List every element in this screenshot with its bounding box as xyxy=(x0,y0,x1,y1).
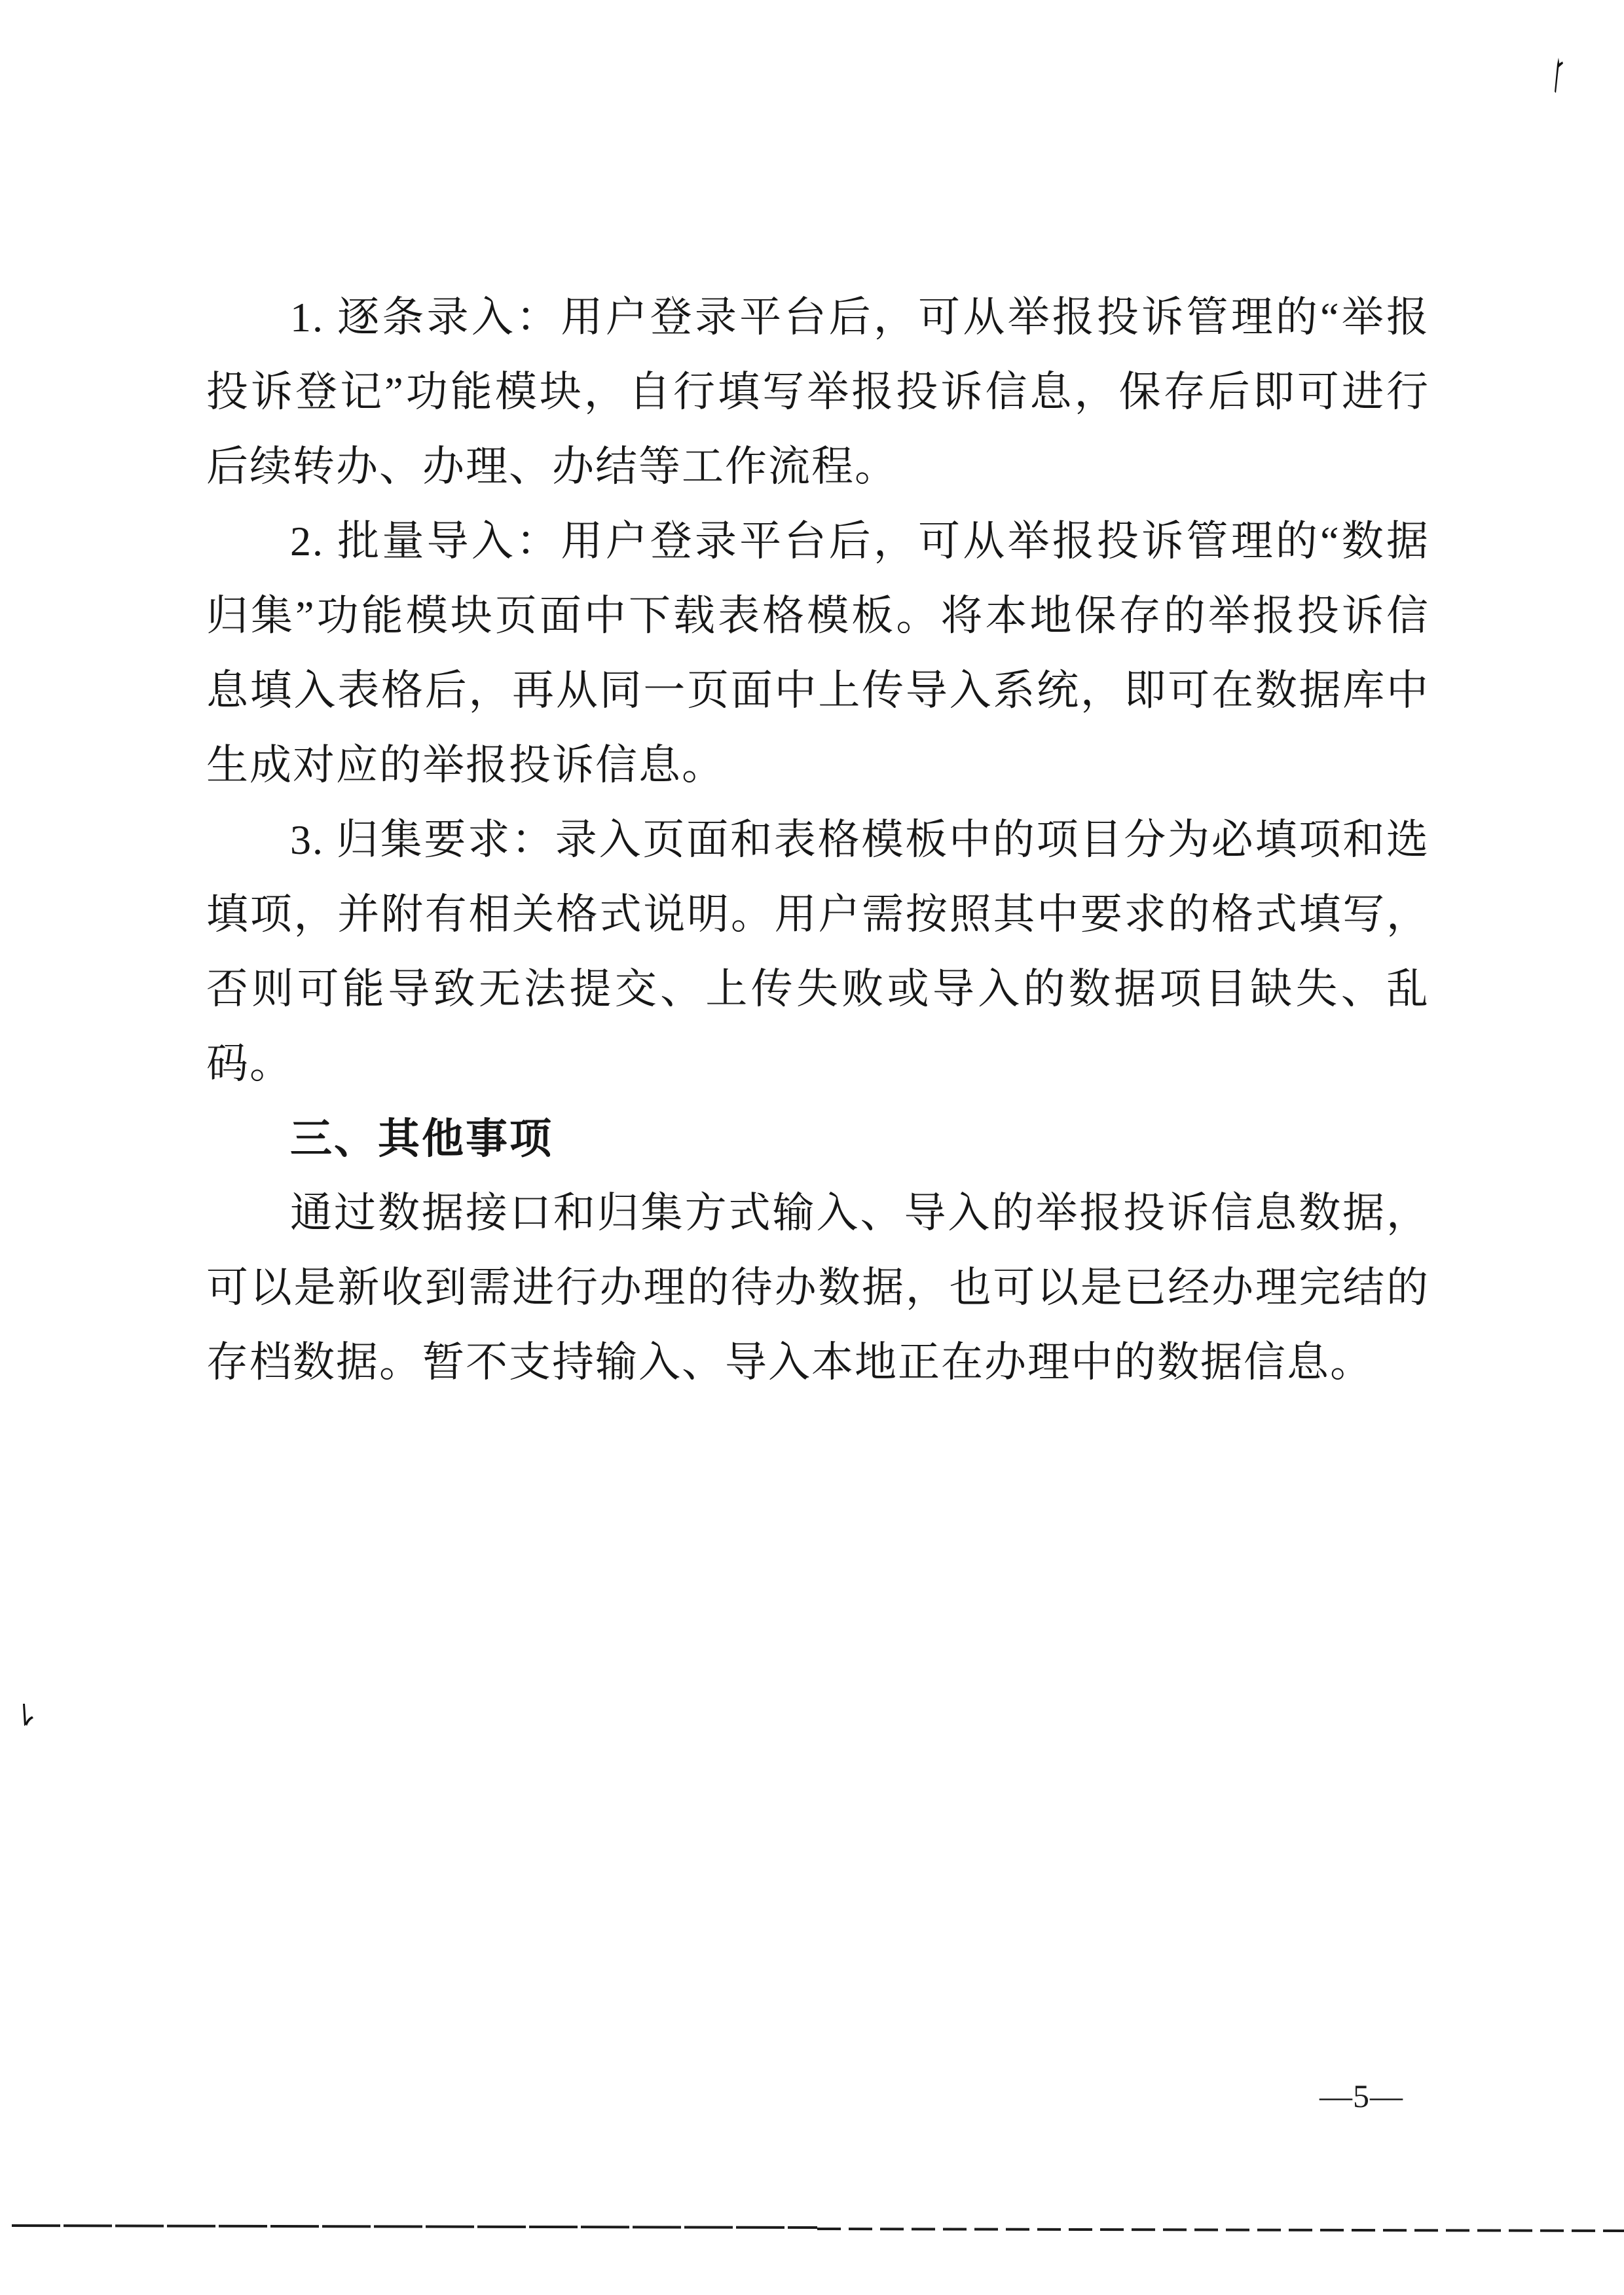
paragraph-entry-one-by-one: 1. 逐条录入：用户登录平台后，可从举报投诉管理的“举报投诉登记”功能模块，自行填写举报投诉信息，保存后即可进行后续转办、办理、办结等工作流程。 xyxy=(206,294,1430,490)
section-heading-other-matters: 三、其他事项 xyxy=(290,1115,553,1162)
scan-edge-line-right-segment xyxy=(817,2228,1624,2232)
scan-edge-line-left-segment xyxy=(12,2224,817,2229)
paragraph-other-matters-detail: 通过数据接口和归集方式输入、导入的举报投诉信息数据，可以是新收到需进行办理的待办数据，也可以是已经办理完结的存档数据。暂不支持输入、导入本地正在办理中的数据信息。 xyxy=(206,1190,1430,1386)
paragraph-collection-requirements: 3. 归集要求：录入页面和表格模板中的项目分为必填项和选填项，并附有相关格式说明。用户需按照其中要求的格式填写，否则可能导致无法提交、上传失败或导入的数据项目缺失、乱码。 xyxy=(206,817,1430,1087)
paragraph-batch-import: 2. 批量导入：用户登录平台后，可从举报投诉管理的“数据归集”功能模块页面中下载表格模板。将本地保存的举报投诉信息填入表格后，再从同一页面中上传导入系统，即可在数据库中生成对应的举报投诉信息。 xyxy=(206,518,1430,788)
ink-smudge-bottom-left-icon xyxy=(18,1701,38,1731)
ink-smudge-top-right-icon xyxy=(1549,55,1565,98)
page-number: —5— xyxy=(1320,2078,1403,2114)
document-body xyxy=(206,280,1430,1400)
scan-edge-line xyxy=(12,2224,1624,2232)
